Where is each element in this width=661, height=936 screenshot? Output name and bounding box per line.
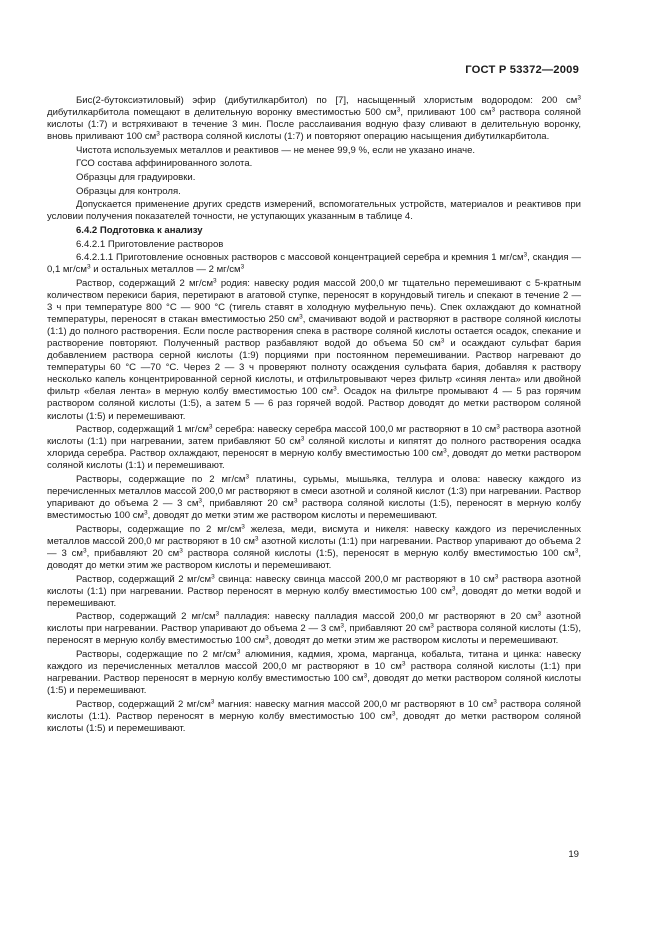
paragraph: Образцы для контроля. (76, 185, 181, 197)
paragraph: 6.4.2.1 Приготовление растворов (76, 238, 224, 250)
paragraph: Растворы, содержащие по 2 $мг/см^3$ платины, сурьмы, мышьяка, теллура и олова: навеску каждого из перечисленных металлов массой 200,0 мг растворяют в смеси азотной и соляной кислот (1:3) при нагревании. Раствор упаривают до объема 2 — 3 $см^3$, прибавляют 20 $см^3$ раствора соляной кислоты (1:5), переносят в мерную колбу вместимостью 100 $см^3$, доводят до метки этим же раствором кислоты и перемешивают. (47, 473, 581, 522)
section-heading: 6.4.2 Подготовка к анализу (76, 225, 203, 237)
paragraph: Образцы для градуировки. (76, 172, 196, 184)
paragraph: Раствор, содержащий 2 $мг/см^3$ палладия: навеску палладия массой 200,0 мг растворяют в 20 $см^3$ азотной кислоты при нагревании. Раствор упаривают до объема 2 — 3 $см^3$, прибавляют 20 $см^3$ раствора соляной кислоты (1:5), переносят в мерную колбу вместимостью 100 $см^3$, доводят до метки этим же раствором кислоты и перемешивают. (47, 610, 581, 647)
page-number: 19 (568, 849, 579, 860)
paragraph: Допускается применение других средств измерений, вспомогательных устройств, материалов и реактивов при условии получения показателей точности, не уступающих указанным в таблице 4. (47, 199, 581, 223)
paragraph: Раствор, содержащий 2 $мг/см^3$ магния: навеску магния массой 200,0 мг растворяют в 10 $см^3$ раствора соляной кислоты (1:1). Раствор переносят в мерную колбу вместимостью 100 $см^3$, доводят до метки раствором соляной кислоты (1:5) и перемешивают. (47, 698, 581, 734)
paragraph: Растворы, содержащие по 2 $мг/см^3$ алюминия, кадмия, хрома, марганца, кобальта, титана и цинка: навеску каждого из перечисленных металлов массой 200,0 мг растворяют в 10 $см^3$ раствора соляной кислоты (1:1) при нагревании. Раствор переносят в мерную колбу вместимостью 100 $см^3$, доводят до метки раствором соляной кислоты (1:5) и перемешивают. (47, 648, 582, 697)
paragraph: Растворы, содержащие по 2 $мг/см^3$ железа, меди, висмута и никеля: навеску каждого из перечисленных металлов массой 200,0 мг растворяют в 10 $см^3$ азотной кислоты (1:1) при нагревании. Раствор упаривают до объема 2 — 3 $см^3$, прибавляют 20 $см^3$ раствора соляной кислоты (1:5), переносят в мерную колбу вместимостью 100 $см^3$, доводят до метки этим же раствором кислоты и перемешивают. (47, 523, 581, 571)
paragraph: Бис(2-бутоксиэтиловый) эфир (дибутилкарбитол) по [7], насыщенный хлористым водородом: 200 $см^3$ дибутилкарбитола помещают в делительную воронку вместимостью 500 $см^3$, приливают 100 $см^3$ раствора соляной кислоты (1:7) и встряхивают в течение 3 мин. После расслаивания водную фазу сливают в делительную воронку, вновь приливают 100 $см^3$ раствора соляной кислоты (1:7) и повторяют операцию насыщения дибутилкарбитола. (47, 94, 581, 143)
paragraph: Чистота используемых металлов и реактивов — не менее 99,9 %, если не указано иначе. (76, 144, 476, 156)
paragraph: 6.4.2.1.1 Приготовление основных растворов с массовой концентрацией серебра и кремния 1 $мг/см^3$, скандия — 0,1 $мг/см^3$ и остальных металлов — 2 $мг/см^3$ (47, 251, 581, 276)
paragraph: Раствор, содержащий 2 $мг/см^3$ родия: навеску родия массой 200,0 мг тщательно перемешивают с 5-кратным количеством перекиси бария, перетирают в агатовой ступке, переносят в корундовый тигель и спекают в течение 2 — 3 ч при температуре 800 °С — 900 °С (тигель ставят в холодную муфельную печь). Спек охлаждают до комнатной температуры, переносят в стакан вместимостью 250 $см^3$, смачивают водой и растворяют в растворе соляной кислоты (1:1) до полного растворения. Если после растворения спека в растворе соляной кислоты остается осадок, спекание и растворение повторяют. Полученный раствор разбавляют водой до объема 50 $см^3$ и осаждают сульфат бария добавлением раствора серной кислоты (1:9) порциями при постоянном перемешивании. Раствор нагревают до температуры 60 °С —70 °С. Через 2 — 3 ч проверяют полноту осаждения сульфата бария, добавляя к раствору несколько капель концентрированной серной кислоты, и отфильтровывают через фильтр «синяя лента» или двойной фильтр «белая лента» в мерную колбу вместимостью 100 $см^3$. Осадок на фильтре промывают 4 — 5 раз горячим раствором соляной кислоты (1:5), а затем 5 — 6 раз горячей водой. Раствор доводят до метки раствором соляной кислоты (1:5) и перемешивают. (47, 277, 582, 422)
paragraph: Раствор, содержащий 2 $мг/см^3$ свинца: навеску свинца массой 200,0 мг растворяют в 10 $см^3$ раствора азотной кислоты (1:1) при нагревании. Раствор переносят в мерную колбу вместимостью 100 $см^3$, доводят до метки водой и перемешивают. (47, 573, 582, 609)
paragraph: Раствор, содержащий 1 $мг/см^3$ серебра: навеску серебра массой 100,0 мг растворяют в 10 $см^3$ раствора азотной кислоты (1:1) при нагревании, затем прибавляют 50 $см^3$ соляной кислоты и кипятят до полного растворения осадка хлорида серебра. Раствор охлаждают, переносят в мерную колбу вместимостью 100 $см^3$, доводят до метки раствором соляной кислоты (1:1) и перемешивают. (47, 423, 582, 472)
paragraph: ГСО состава аффинированного золота. (76, 158, 253, 170)
document-header-title: ГОСТ Р 53372—2009 (465, 64, 579, 76)
document-body (47, 95, 581, 736)
